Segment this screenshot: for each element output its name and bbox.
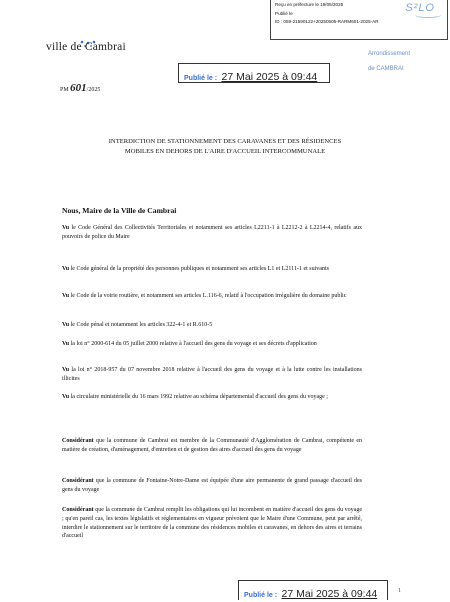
published-date: 27 Mai 2025 à 09:44 — [221, 71, 318, 83]
receipt-line-published: Publié le — [275, 10, 293, 16]
arrete-number: 601 — [70, 82, 87, 94]
arrondissement-name: de CAMBRAI — [368, 66, 404, 72]
city-logo-text: ville de Cambrai — [46, 41, 126, 53]
visa-item: Vu la loi n° 2000-614 du 05 juillet 2000 relative à l'accueil des gens du voyage et ses décrets d'application — [62, 341, 317, 347]
receipt-line-received: Reçu en préfecture le 19/05/2025 — [275, 2, 344, 7]
receipt-line-id: ID : 059-21590122+20250505-RARM601-2025-AR — [275, 19, 379, 25]
visa-item: Vu le Code Général des Collectivités Territoriales et notamment ses articles L2211-1 à L2212-2 à L2214-4, relatifs aux pouvoirs de police du Maire — [62, 225, 362, 240]
document-title: INTERDICTION DE STATIONNEMENT DES CARAVANES ET DES RÉSIDENCES MOBILES EN DEHORS DE L'AIRE D'ACCUEIL INTERCOMMUNALE — [108, 138, 342, 155]
considerant-item: Considérant que la commune de Cambrai est membre de la Communauté d'Agglomération de Cambrai, compétente en matière de création, d'aménagement, d'entretien et de gestion des aires d'accueil des gens du voyage — [62, 438, 362, 453]
published-stamp — [178, 63, 330, 83]
arrete-prefix: PM — [60, 87, 69, 93]
published-label: Publié le : — [244, 592, 278, 599]
page-marker: 1 — [398, 588, 401, 594]
prefecture-receipt-stamp — [270, 0, 448, 40]
published-label: Publié le : — [184, 75, 218, 82]
visa-item: Vu le Code pénal et notamment les articles 322-4-1 et R.610-5 — [62, 322, 213, 328]
authority-line: Nous, Maire de la Ville de Cambrai — [62, 206, 177, 215]
slo-logo-swoosh — [415, 12, 441, 18]
arrondissement-label — [368, 47, 410, 77]
visa-item: Vu le Code général de la propriété des personnes publiques et notamment ses articles L1 et L2111-1 et suivants — [62, 266, 329, 272]
published-stamp-bottom — [238, 580, 388, 600]
visa-item: Vu la circulaire ministérielle du 16 mars 1992 relative au schéma départemental d'accueil des gens du voyage ; — [62, 394, 328, 400]
arrete-reference — [60, 82, 100, 94]
slo-logo: S²LO — [405, 2, 435, 14]
visa-item: Vu le Code de la voirie routière, et notamment ses articles L.116-6, relatif à l'occupation irrégulière du domaine public — [62, 293, 347, 299]
published-date: 27 Mai 2025 à 09:44 — [281, 588, 378, 600]
considerant-item: Considérant que la commune de Cambrai remplit les obligations qui lui incombent en matière d'accueil des gens du voyage ; qu'en pareil cas, les textes législatifs et réglementaires en vigueur prévoient que le Maire d'une Commune, peut par arrêté, interdire le stationnement sur le territoire de la commune des résidences mobiles et caravanes, en dehors des aires et terrains d'accueil — [62, 507, 362, 540]
arrete-year: /2025 — [86, 87, 101, 93]
considerant-item: Considérant que la commune de Fontaine-Notre-Dame est équipée d'une aire permanente de grand passage d'accueil des gens du voyage — [62, 478, 362, 493]
visa-item: Vu la loi n° 2018-957 du 07 novembre 2018 relative à l'accueil des gens du voyage et à la lutte contre les installations illicites — [62, 367, 362, 382]
arrondissement-line: Arrondissement — [368, 51, 411, 57]
